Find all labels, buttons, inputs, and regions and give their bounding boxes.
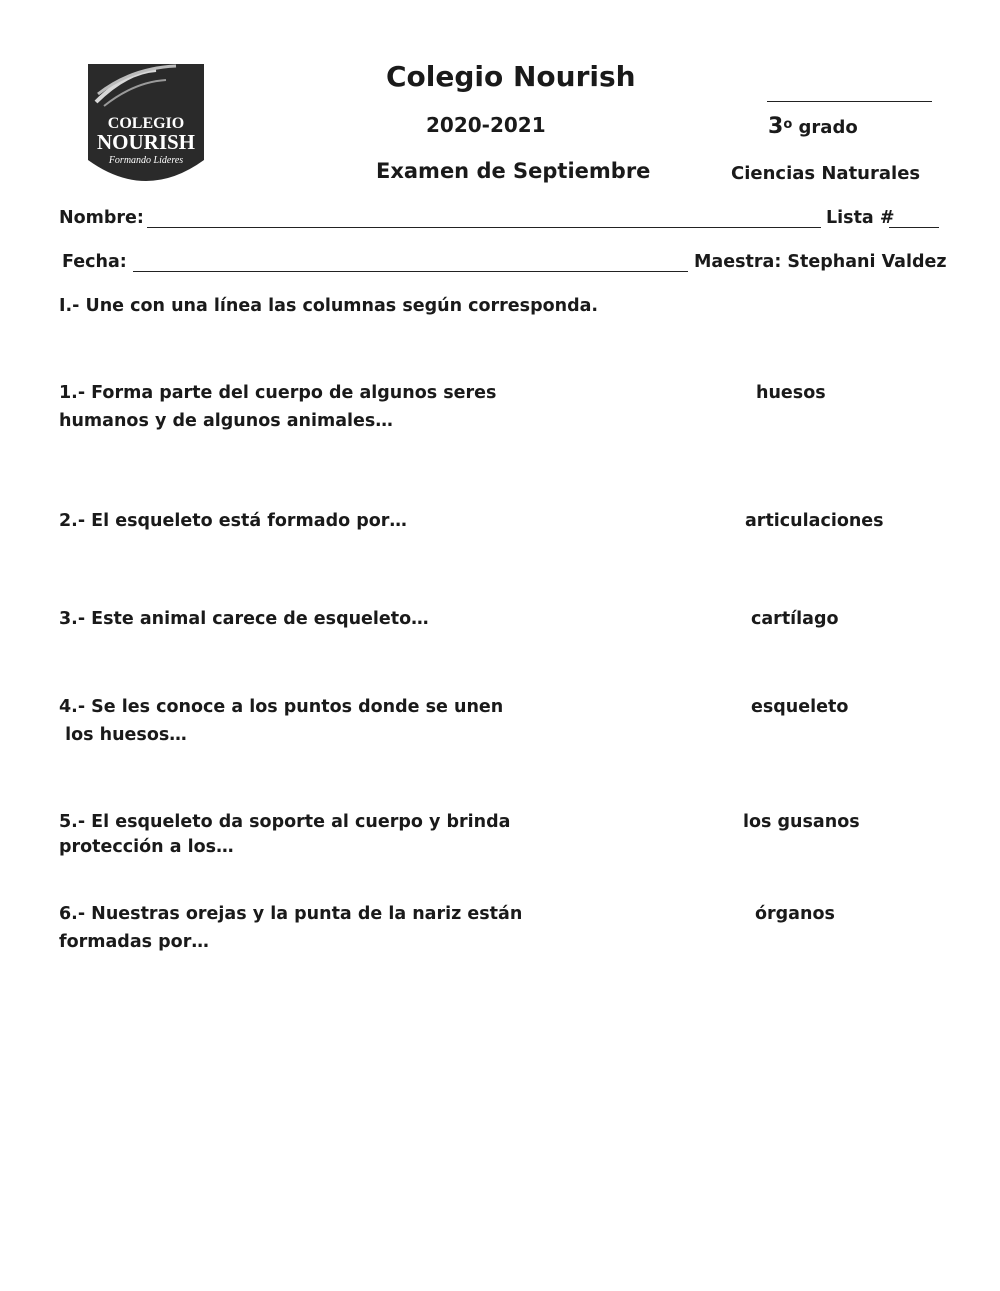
page-title: Colegio Nourish	[386, 60, 636, 93]
question-5	[59, 808, 510, 861]
question-text: 6.- Nuestras orejas y la punta de la nariz están	[59, 904, 523, 924]
question-text: 5.- El esqueleto da soporte al cuerpo y brinda	[59, 812, 511, 832]
nombre-field[interactable]	[147, 227, 821, 228]
logo-line2: NOURISH	[96, 130, 196, 154]
teacher-name: Maestra: Stephani Valdez	[694, 252, 947, 272]
question-3	[59, 605, 429, 633]
answer-item[interactable]: huesos	[756, 383, 826, 403]
exam-title: Examen de Septiembre	[376, 159, 651, 183]
question-text: 4.- Se les conoce a los puntos donde se unen	[59, 697, 504, 717]
lista-label: Lista #	[826, 208, 895, 228]
question-2	[59, 507, 407, 535]
question-text: los huesos…	[59, 725, 187, 745]
question-text: 2.- El esqueleto está formado por…	[59, 511, 407, 531]
fecha-label: Fecha:	[62, 252, 127, 272]
top-right-blank-line[interactable]	[767, 101, 932, 102]
question-text: formadas por…	[59, 932, 209, 952]
answer-item[interactable]: cartílago	[751, 609, 839, 629]
grade-label	[768, 114, 858, 139]
answer-item[interactable]: esqueleto	[751, 697, 849, 717]
instruction: I.- Une con una línea las columnas según corresponda.	[59, 296, 599, 316]
question-4	[59, 693, 503, 749]
answer-item[interactable]: los gusanos	[743, 812, 860, 832]
question-text: 3.- Este animal carece de esqueleto…	[59, 609, 429, 629]
answer-item[interactable]: articulaciones	[745, 511, 884, 531]
question-6	[59, 900, 522, 956]
grade-number: 3	[768, 114, 784, 139]
grade-ordinal: o	[783, 117, 793, 132]
answer-item[interactable]: órganos	[755, 904, 835, 924]
subject: Ciencias Naturales	[731, 163, 921, 184]
school-year: 2020-2021	[426, 113, 546, 137]
question-text: protección a los…	[59, 837, 234, 857]
nombre-label: Nombre:	[59, 208, 144, 228]
school-logo	[86, 62, 206, 190]
question-text: humanos y de algunos animales…	[59, 411, 393, 431]
logo-line1: COLEGIO	[107, 115, 185, 132]
grade-word: grado	[798, 117, 858, 138]
lista-field[interactable]	[889, 227, 939, 228]
question-1	[59, 379, 496, 435]
fecha-field[interactable]	[133, 271, 688, 272]
logo-tagline: Formando Líderes	[108, 155, 184, 166]
question-text: 1.- Forma parte del cuerpo de algunos seres	[59, 383, 497, 403]
